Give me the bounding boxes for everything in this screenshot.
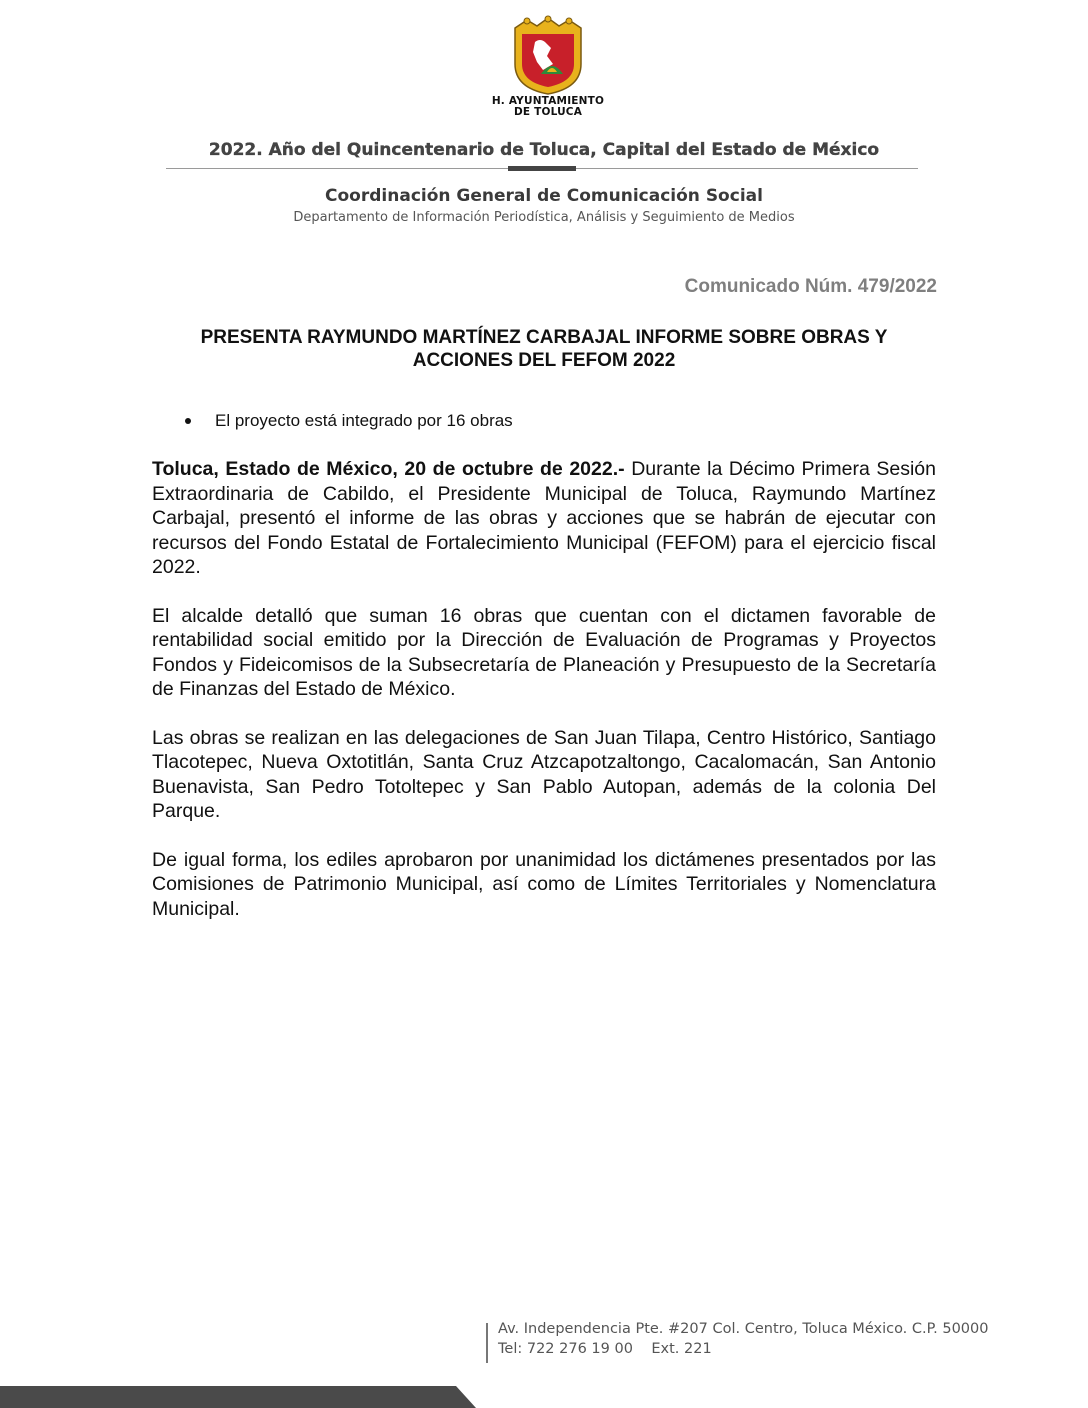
logo-caption-line1: H. AYUNTAMIENTO — [491, 95, 605, 107]
coordination-title: Coordinación General de Comunicación Social — [325, 186, 763, 206]
summary-bullets — [185, 411, 513, 431]
logo-caption-line2: DE TOLUCA — [513, 106, 583, 118]
footer-stripe — [0, 1386, 480, 1408]
paragraph-3 — [152, 726, 936, 824]
bullet-icon — [185, 418, 191, 424]
headline-line1: PRESENTA RAYMUNDO MARTÍNEZ CARBAJAL INFORME SOBRE OBRAS Y — [200, 327, 888, 348]
article-body — [152, 457, 936, 945]
communique-number: Comunicado Núm. 479/2022 — [684, 276, 937, 297]
list-item — [185, 411, 513, 431]
paragraph-text: Las obras se realizan en las delegaciones de San Juan Tilapa, Centro Histórico, Santiago Tlacotepec, Nueva Oxtotitlán, Santa Cruz Atzcapotzaltongo, Cacalomacán, San Antonio Buenavista, San Pedro Totoltepec y San Pablo Autopan, además de la colonia Del Parque. — [152, 726, 936, 822]
department-subtitle: Departamento de Información Periodística, Análisis y Seguimiento de Medios — [293, 210, 795, 225]
paragraph-2 — [152, 604, 936, 702]
footer-phone: Tel: 722 276 19 00 Ext. 221 — [498, 1341, 712, 1357]
toluca-logo — [478, 14, 618, 118]
year-motto: 2022. Año del Quincentenario de Toluca, Capital del Estado de México — [208, 140, 880, 160]
dateline: Toluca, Estado de México, 20 de octubre de 2022.- — [152, 458, 625, 480]
coat-of-arms-icon — [507, 14, 589, 96]
paragraph-text: El alcalde detalló que suman 16 obras que cuentan con el dictamen favorable de rentabilidad social emitido por la Dirección de Evaluación de Programas y Proyectos Fondos y Fideicomisos de la Subsecretaría de Planeación y Presupuesto de la Secretaría de Finanzas del Estado de México. — [152, 604, 936, 700]
footer-divider — [486, 1323, 488, 1363]
paragraph-1 — [152, 457, 936, 580]
footer-address: Av. Independencia Pte. #207 Col. Centro, Toluca México. C.P. 50000 — [498, 1321, 989, 1337]
paragraph-text: De igual forma, los ediles aprobaron por unanimidad los dictámenes presentados por las Comisiones de Patrimonio Municipal, así como de Límites Territoriales y Nomenclatura Municipal. — [152, 848, 936, 920]
headline-line2: ACCIONES DEL FEFOM 2022 — [412, 350, 676, 371]
paragraph-text: Durante la Décimo Primera Sesión Extraordinaria de Cabildo, el Presidente Municipal de Toluca, Raymundo Martínez Carbajal, presentó el informe de las obras y acciones que se habrán de ejecutar con recursos del Fondo Estatal de Fortalecimiento Municipal (FEFOM) para el ejercicio fiscal 2022. — [152, 458, 937, 578]
header-divider-mark — [508, 166, 576, 171]
bullet-text: El proyecto está integrado por 16 obras — [215, 411, 513, 430]
paragraph-4 — [152, 848, 936, 922]
headline — [152, 326, 936, 372]
